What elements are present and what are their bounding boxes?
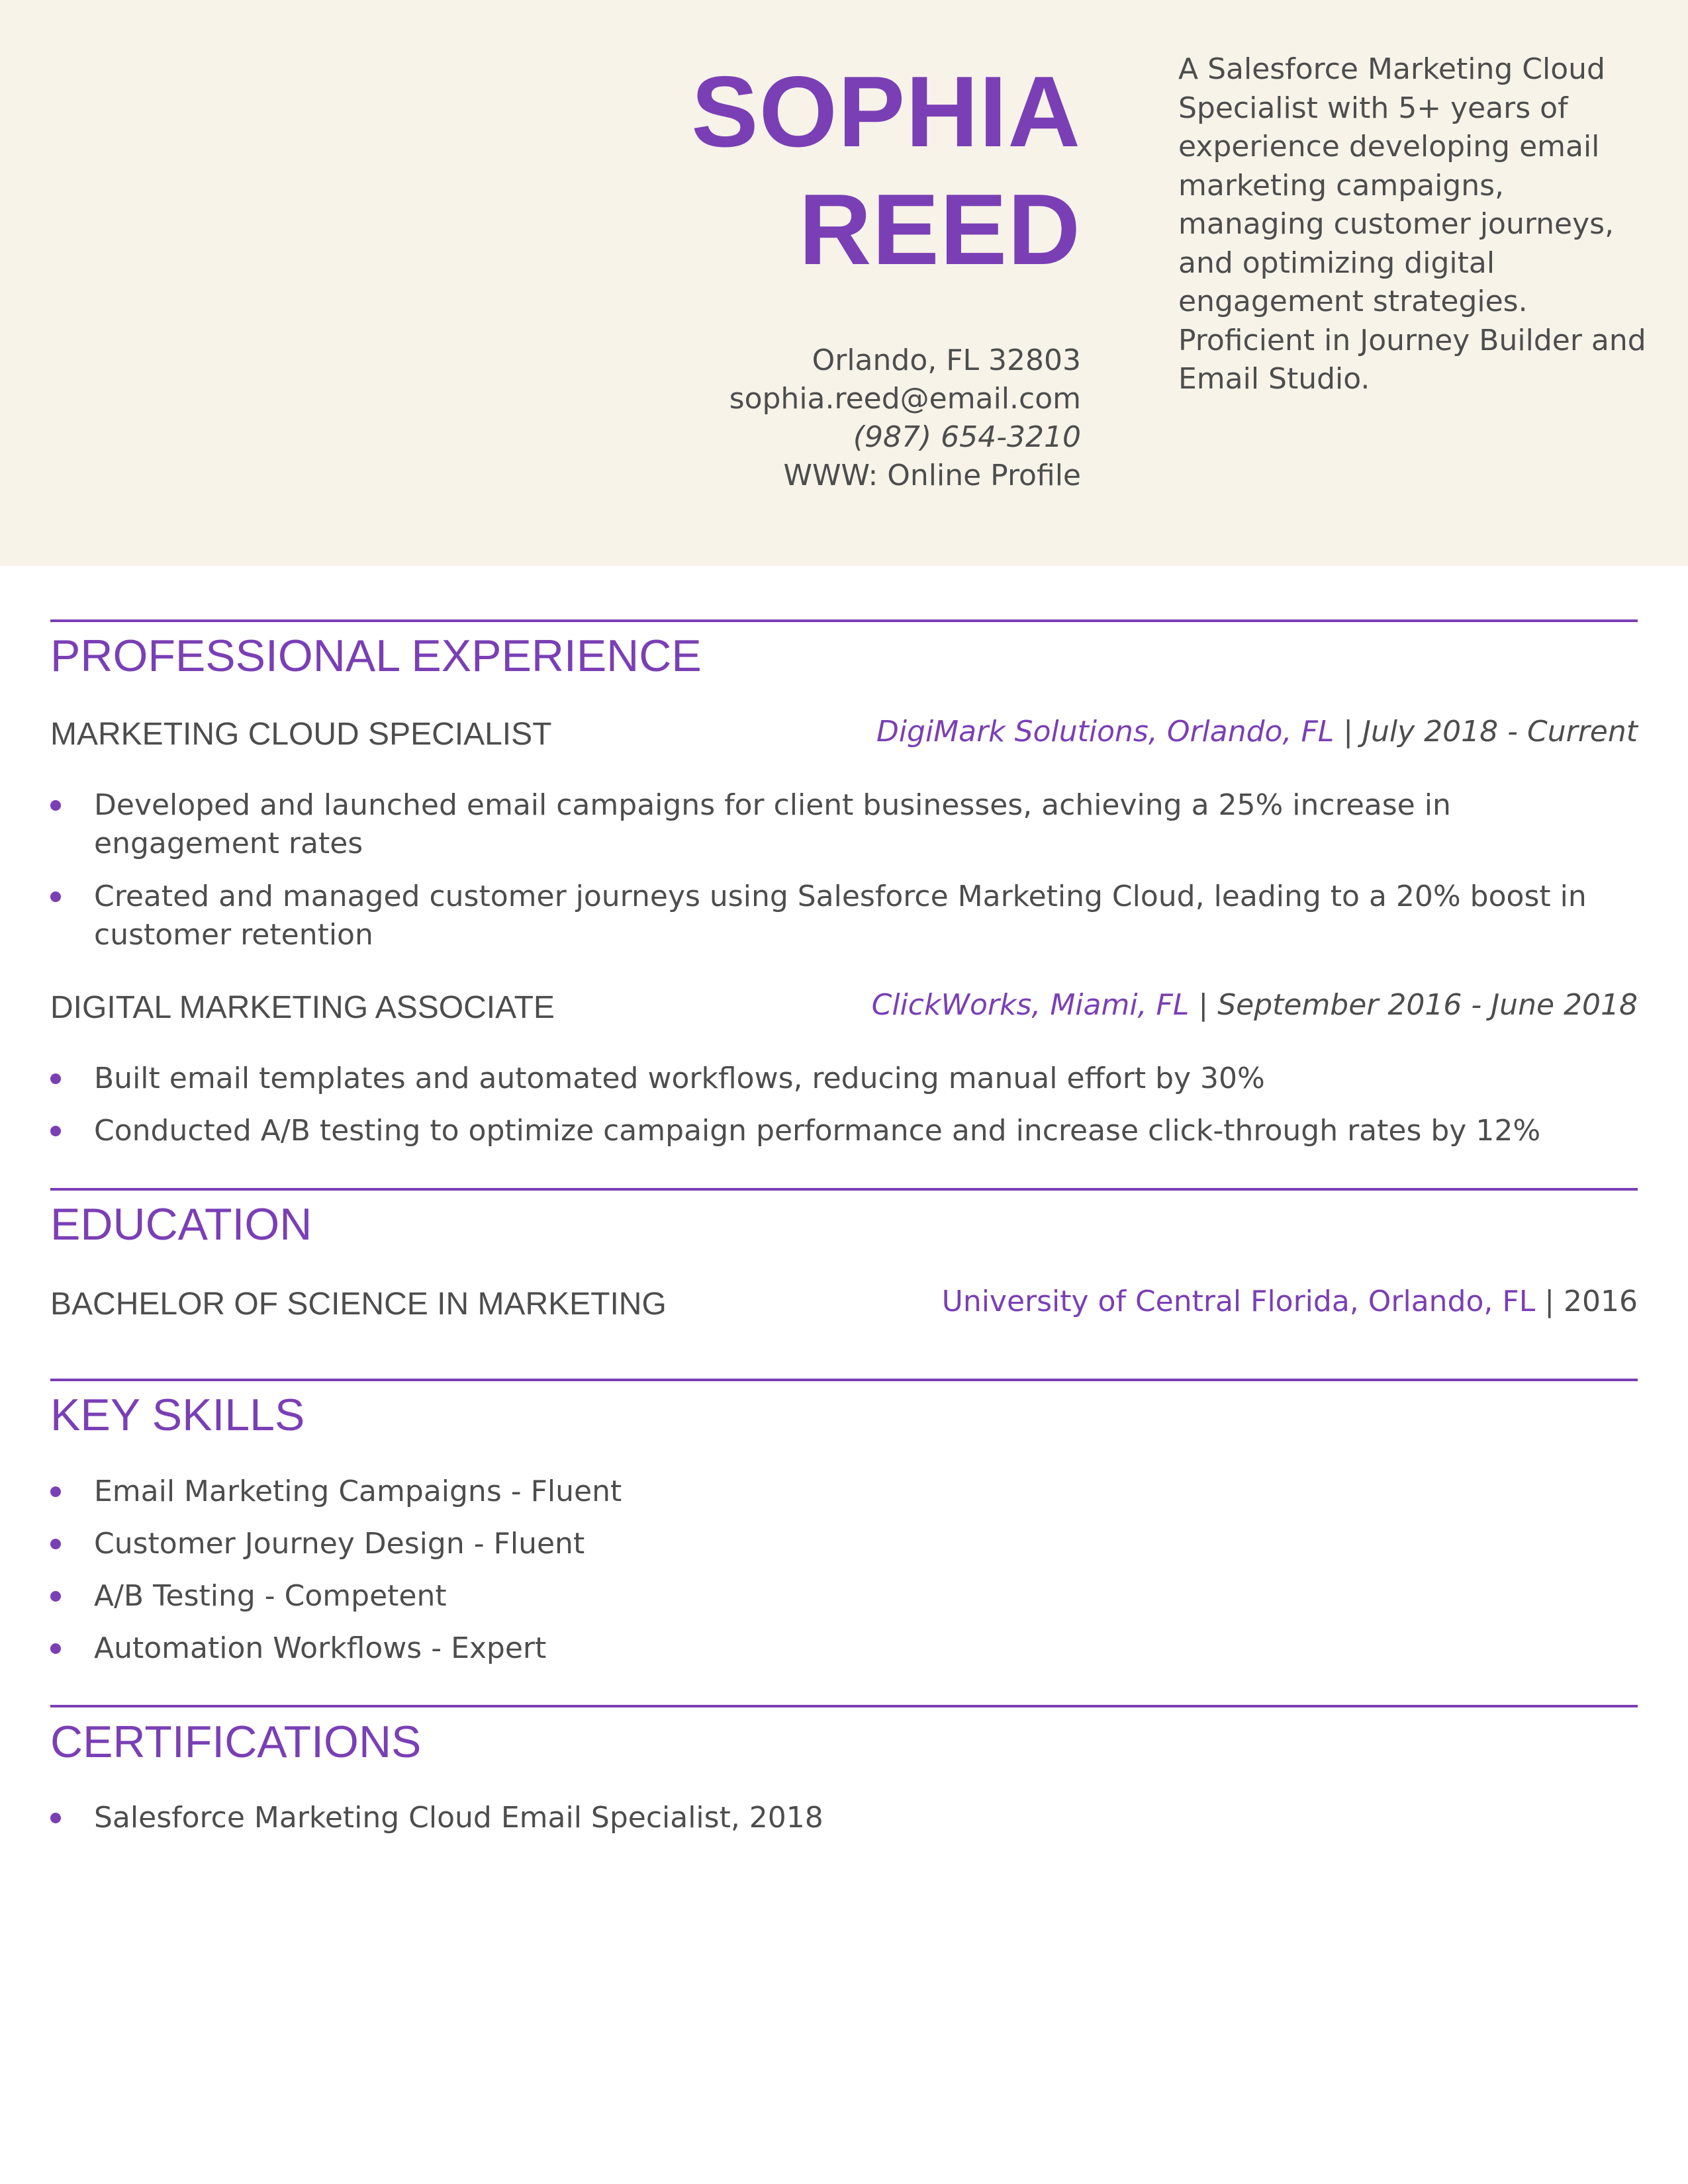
list-item (50, 1525, 1593, 1563)
bullet-dot (50, 1643, 61, 1654)
list-item (50, 1060, 1593, 1098)
bullet-dot (50, 1073, 61, 1084)
section-title-certifications: CERTIFICATIONS (50, 1717, 422, 1767)
graduation-year: 2016 (1564, 1285, 1638, 1318)
contact-info (596, 341, 1081, 495)
skill-text: A/B Testing - Competent (94, 1579, 447, 1613)
bullet-dot (50, 1486, 61, 1497)
first-name: SOPHIA (691, 56, 1081, 168)
list-item (50, 1473, 1593, 1511)
section-divider (50, 1705, 1638, 1707)
section-title-experience: PROFESSIONAL EXPERIENCE (50, 631, 702, 681)
section-divider (50, 1379, 1638, 1381)
meta-separator: | (1535, 1285, 1564, 1318)
skill-text: Automation Workflows - Expert (94, 1631, 547, 1665)
meta-separator: | (1189, 988, 1218, 1022)
certification-text: Salesforce Marketing Cloud Email Specialist, 2018 (94, 1801, 823, 1835)
section-title-education: EDUCATION (50, 1199, 312, 1250)
candidate-name (596, 53, 1081, 289)
list-item (50, 1577, 1593, 1615)
section-divider (50, 619, 1638, 622)
section-divider (50, 1188, 1638, 1191)
job-dates: September 2016 - June 2018 (1217, 988, 1638, 1022)
education-entry (50, 1283, 1638, 1326)
location: Orlando, FL 32803 (812, 343, 1081, 377)
skill-text: Customer Journey Design - Fluent (94, 1527, 585, 1561)
company-name: DigiMark Solutions, Orlando, FL (876, 715, 1335, 749)
list-item (50, 1629, 1593, 1668)
bullet-dot (50, 800, 61, 811)
list-item (50, 1112, 1593, 1150)
skills-list (50, 1473, 1593, 1668)
list-item (50, 1799, 1593, 1837)
phone-number: (987) 654-3210 (853, 420, 1081, 454)
job-meta (872, 984, 1638, 1026)
skill-text: Email Marketing Campaigns - Fluent (94, 1475, 622, 1508)
job-title: MARKETING CLOUD SPECIALIST (50, 717, 552, 752)
bullet-dot (50, 891, 61, 902)
education-meta (942, 1281, 1638, 1323)
bullet-dot (50, 1591, 61, 1602)
degree: BACHELOR OF SCIENCE IN MARKETING (50, 1287, 667, 1322)
resume-header (0, 0, 1688, 566)
bullet-text: Built email templates and automated workflows, reducing manual effort by 30% (94, 1062, 1265, 1095)
bullet-dot (50, 1126, 61, 1136)
list-item (50, 878, 1593, 954)
professional-summary: A Salesforce Marketing Cloud Specialist with 5+ years of experience developing email marketing campaigns, managing customer journeys, and optimizing digital engagement strategies. Proficient in Journey Builder and Email Studio. (1178, 52, 1646, 396)
job-meta (876, 711, 1638, 753)
certifications-list (50, 1799, 1593, 1837)
bullet-text: Conducted A/B testing to optimize campaign performance and increase click-through rates by 12% (94, 1114, 1541, 1148)
bullet-text: Created and managed customer journeys using Salesforce Marketing Cloud, leading to a 20% boost in customer retention (94, 880, 1587, 952)
meta-separator: | (1334, 715, 1363, 749)
company-name: ClickWorks, Miami, FL (871, 988, 1190, 1022)
last-name: REED (798, 173, 1081, 286)
email-link[interactable]: sophia.reed@email.com (729, 382, 1081, 416)
job-header (50, 713, 1638, 756)
job-bullets (50, 786, 1593, 954)
list-item (50, 786, 1593, 863)
school-name: University of Central Florida, Orlando, FL (941, 1285, 1536, 1318)
website-link[interactable]: WWW: Online Profile (783, 459, 1081, 492)
bullet-dot (50, 1813, 61, 1823)
job-bullets (50, 1060, 1593, 1150)
job-header (50, 987, 1638, 1029)
section-title-skills: KEY SKILLS (50, 1390, 305, 1440)
job-title: DIGITAL MARKETING ASSOCIATE (50, 990, 555, 1025)
job-dates: July 2018 - Current (1362, 715, 1638, 749)
bullet-text: Developed and launched email campaigns for client businesses, achieving a 25% increase in engagement rates (94, 788, 1451, 860)
bullet-dot (50, 1539, 61, 1549)
